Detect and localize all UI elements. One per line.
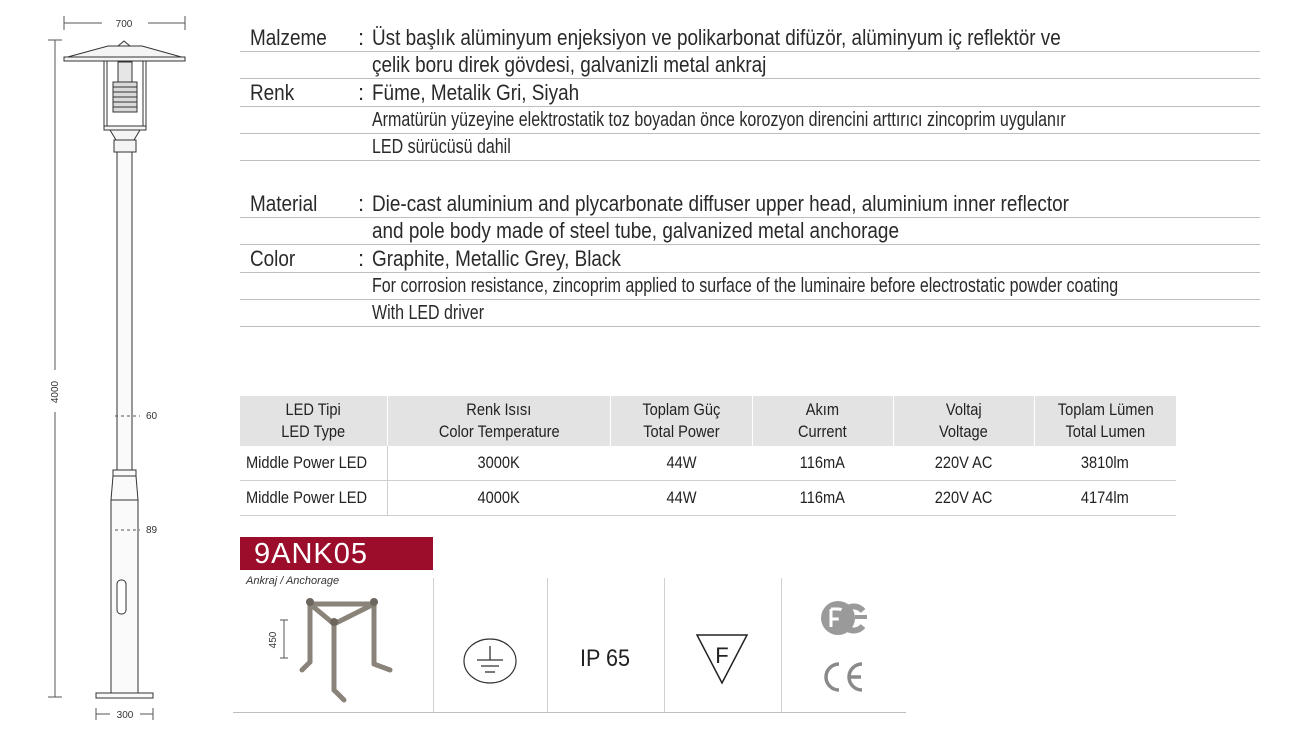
table-cell bbox=[1034, 446, 1176, 481]
table-row bbox=[240, 481, 1176, 516]
anchor-dim-label: 450 bbox=[268, 631, 279, 649]
dim-60-label: 60 bbox=[146, 411, 158, 422]
spec-value: Üst başlık alüminyum enjeksiyon ve polikarbonat difüzör, alüminyum iç reflektör ve bbox=[372, 25, 1061, 50]
led-spec-table bbox=[240, 396, 1177, 516]
spec-row-malzeme bbox=[240, 24, 1260, 52]
table-cell bbox=[610, 481, 752, 516]
divider bbox=[781, 578, 782, 713]
ground-symbol-icon bbox=[462, 636, 518, 686]
table-cell bbox=[387, 481, 610, 516]
spec-row-color-cont1 bbox=[240, 272, 1260, 300]
cell-text: 220V AC bbox=[934, 488, 993, 507]
table-cell bbox=[387, 446, 610, 481]
spec-row-material-cont bbox=[240, 217, 1260, 245]
anchorage-label: Ankraj / Anchorage bbox=[246, 575, 340, 587]
spec-row-renk-cont1 bbox=[240, 106, 1260, 134]
dim-89-label: 89 bbox=[146, 525, 158, 536]
cell-text: Middle Power LED bbox=[246, 488, 368, 507]
header-current bbox=[752, 396, 893, 446]
spec-row-renk-cont2 bbox=[240, 133, 1260, 161]
width-label: 700 bbox=[115, 19, 133, 30]
ip-rating: IP 65 bbox=[580, 645, 631, 672]
header-color-temp bbox=[387, 396, 610, 446]
header-en: Color Temperature bbox=[438, 422, 560, 441]
cell-text: Middle Power LED bbox=[246, 453, 368, 472]
table-cell bbox=[610, 446, 752, 481]
spec-value: Graphite, Metallic Grey, Black bbox=[372, 246, 621, 271]
cell-text: 220V AC bbox=[934, 453, 993, 472]
table-cell bbox=[893, 446, 1034, 481]
header-tr: Toplam Güç bbox=[642, 400, 721, 419]
divider bbox=[664, 578, 665, 713]
spec-value: Füme, Metalik Gri, Siyah bbox=[372, 80, 580, 105]
lamp-head bbox=[64, 41, 185, 152]
header-total-lumen bbox=[1034, 396, 1176, 446]
header-en: Current bbox=[798, 422, 848, 441]
spec-colon: : bbox=[358, 80, 365, 105]
spec-row-renk bbox=[240, 79, 1260, 107]
pole-drawing bbox=[0, 0, 230, 735]
spec-row-color-cont2 bbox=[240, 299, 1260, 327]
spec-value: LED sürücüsü dahil bbox=[372, 136, 511, 158]
spec-value: Armatürün yüzeyine elektrostatik toz boyadan önce korozyon direncini arttırıcı zincoprim uygulanır bbox=[372, 109, 1066, 131]
model-code-badge bbox=[240, 537, 433, 570]
header-tr: Renk Isısı bbox=[466, 400, 532, 419]
spec-label: Malzeme bbox=[250, 25, 327, 50]
spec-label: Renk bbox=[250, 80, 295, 105]
header-led-type bbox=[240, 396, 387, 446]
spec-value: For corrosion resistance, zincoprim applied to surface of the luminaire before electrostatic powder coating bbox=[372, 275, 1119, 297]
table-cell bbox=[240, 481, 387, 516]
divider bbox=[433, 578, 434, 713]
header-total-power bbox=[610, 396, 752, 446]
cell-text: 44W bbox=[666, 488, 697, 507]
cell-text: 3810lm bbox=[1081, 453, 1130, 472]
header-en: LED Type bbox=[281, 422, 346, 441]
cell-text: 44W bbox=[666, 453, 697, 472]
cell-text: 116mA bbox=[800, 453, 846, 472]
spec-label: Color bbox=[250, 246, 296, 271]
pole-body bbox=[96, 152, 153, 698]
spec-colon: : bbox=[358, 191, 365, 216]
f-mark-letter: F bbox=[715, 643, 729, 668]
spec-value: With LED driver bbox=[372, 302, 485, 324]
height-label: 4000 bbox=[50, 380, 61, 404]
header-tr: Akım bbox=[806, 400, 840, 419]
header-tr: Voltaj bbox=[945, 400, 982, 419]
spec-row-material bbox=[240, 190, 1260, 218]
rst-certification-icon bbox=[819, 599, 871, 637]
header-voltage bbox=[893, 396, 1034, 446]
spec-colon: : bbox=[358, 246, 365, 271]
header-tr: LED Tipi bbox=[285, 400, 342, 419]
model-code: 9ANK05 bbox=[254, 538, 369, 570]
header-en: Total Power bbox=[643, 422, 720, 441]
cell-text: 3000K bbox=[477, 453, 521, 472]
cell-text: 4000K bbox=[477, 488, 521, 507]
spec-label: Material bbox=[250, 191, 318, 216]
table-cell bbox=[893, 481, 1034, 516]
table-cell bbox=[752, 446, 893, 481]
bottom-rule bbox=[233, 712, 906, 713]
f-mark-icon bbox=[694, 632, 750, 686]
spec-value: çelik boru direk gövdesi, galvanizli metal ankraj bbox=[372, 52, 767, 77]
header-tr: Toplam Lümen bbox=[1057, 400, 1154, 419]
height-dimension bbox=[48, 40, 62, 697]
table-header-row bbox=[240, 396, 1176, 446]
spec-colon: : bbox=[358, 25, 365, 50]
spec-row-color bbox=[240, 245, 1260, 273]
table-row bbox=[240, 446, 1176, 481]
table-cell bbox=[752, 481, 893, 516]
spec-value: Die-cast aluminium and plycarbonate diffuser upper head, aluminium inner reflector bbox=[372, 191, 1069, 216]
spec-value: and pole body made of steel tube, galvanized metal anchorage bbox=[372, 218, 899, 243]
ce-mark-icon bbox=[820, 660, 866, 694]
divider bbox=[547, 578, 548, 713]
base-label: 300 bbox=[116, 710, 134, 721]
spec-row-malzeme-cont bbox=[240, 51, 1260, 79]
cell-text: 4174lm bbox=[1081, 488, 1130, 507]
table-cell bbox=[1034, 481, 1176, 516]
header-en: Total Lumen bbox=[1065, 422, 1146, 441]
anchorage-illustration bbox=[262, 590, 422, 710]
header-en: Voltage bbox=[939, 422, 989, 441]
cell-text: 116mA bbox=[800, 488, 846, 507]
table-cell bbox=[240, 446, 387, 481]
